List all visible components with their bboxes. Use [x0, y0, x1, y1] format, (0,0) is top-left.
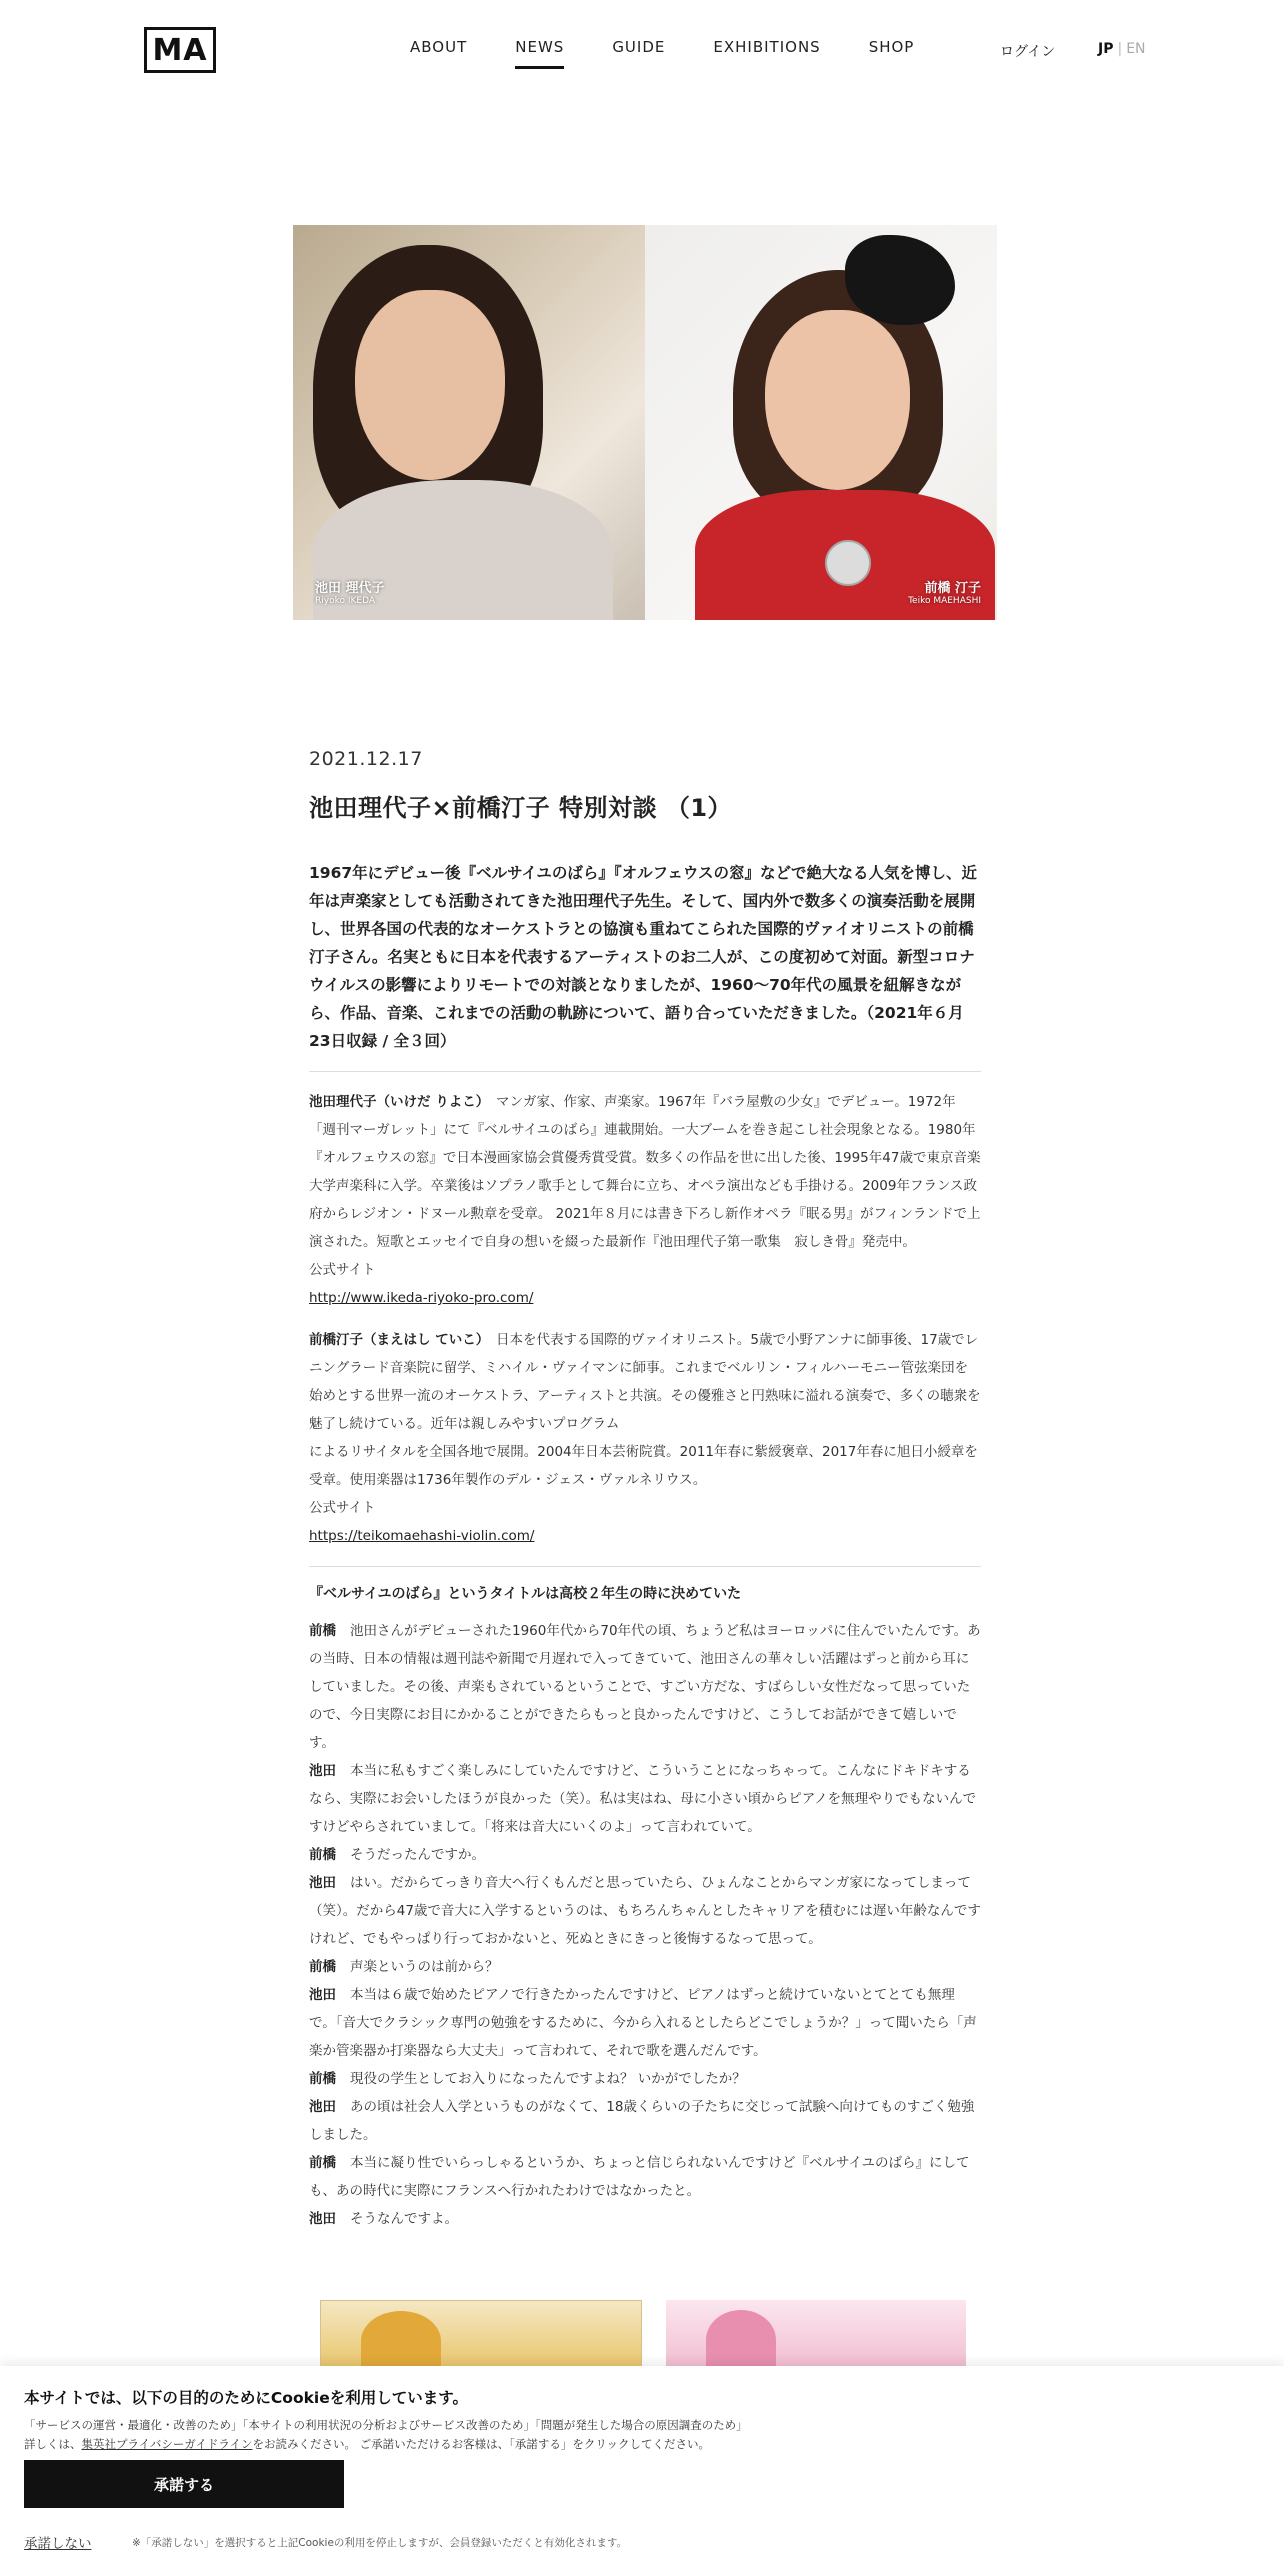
speaker: 前橋 — [309, 1959, 336, 1975]
face-shape — [765, 310, 910, 490]
cookie-title: 本サイトでは、以下の目的のためにCookieを利用しています。 — [24, 2389, 468, 2407]
manga-images — [320, 2300, 980, 2360]
caption-maehashi-en: Teiko MAEHASHI — [908, 596, 981, 606]
dialogue-line — [309, 1841, 981, 1869]
nav-exhibitions[interactable]: EXHIBITIONS — [713, 38, 821, 56]
language-switch — [1098, 41, 1146, 57]
nav-news[interactable]: NEWS — [515, 38, 565, 56]
speaker: 池田 — [309, 2211, 336, 2227]
profile-text-continued: によるリサイタルを全国各地で展開。2004年日本芸術院賞。2011年春に紫綬褒章、2017年春に旭日小綬章を受章。使用楽器は1736年製作のデル・ジェス・ヴァルネリウス。 — [309, 1444, 978, 1488]
utterance: 本当に凝り性でいらっしゃるというか、ちょっと信じられないんですけど『ベルサイユのばら』にしても、あの時代に実際にフランスへ行かれたわけではなかったと。 — [309, 2155, 970, 2199]
utterance: 池田さんがデビューされた1960年代から70年代の頃、ちょうど私はヨーロッパに住んでいたんです。あの当時、日本の情報は週刊誌や新聞で月遅れで入ってきていて、池田さんの華々しい活躍はずっと前から耳にしていました。その後、声楽もされているということで、すごい方だな、すばらしい女性だなって思っていたので、今日実際にお目にかかることができたらもっと良かったんですけど、こうしてお話ができて嬉しいです。 — [309, 1623, 981, 1751]
article-lead: 1967年にデビュー後『ベルサイユのばら』『オルフェウスの窓』などで絶大なる人気を博し、近年は声楽家としても活動されてきた池田理代子先生。そして、国内外で数多くの演奏活動を展開し、世界各国の代表的なオーケストラとの協演も重ねてこられた国際的ヴァイオリニストの前橋汀子さん。名実ともに日本を代表するアーティストのお二人が、この度初めて対面。新型コロナウイルスの影響によりリモートでの対談となりましたが、1960〜70年代の風景を紐解きながら、作品、音楽、これまでの活動の軌跡について、語り合っていただきました。（2021年６月23日収録 / 全３回） — [309, 864, 977, 1050]
dialogue-line — [309, 1981, 981, 2065]
profile-name: 池田理代子（いけだ りよこ） — [309, 1094, 483, 1110]
dialogue-line — [309, 1617, 981, 1757]
caption-ikeda-jp: 池田 理代子 — [315, 581, 385, 596]
decline-cookie-link[interactable]: 承諾しない — [24, 2536, 92, 2552]
profile-text: 日本を代表する国際的ヴァイオリニスト。5歳で小野アンナに師事後、17歳でレニングラード音楽院に留学、ミハイル・ヴァイマンに師事。これまでベルリン・フィルハーモニー管弦楽団を始めとする世界一流のオーケストラ、アーティストと共演。その優雅さと円熟味に溢れる演奏で、多くの聴衆を魅了し続けている。近年は親しみやすいプログラム — [309, 1332, 981, 1432]
article-title: 池田理代子×前橋汀子 特別対談 （1） — [309, 794, 733, 822]
utterance: そうなんですよ。 — [350, 2211, 458, 2227]
manga-image-left — [320, 2300, 642, 2370]
speaker: 前橋 — [309, 2155, 336, 2171]
dialogue-line — [309, 2065, 981, 2093]
utterance: はい。だからてっきり音大へ行くもんだと思っていたら、ひょんなことからマンガ家になってしまって（笑）。だから47歳で音大に入学するというのは、もちろんちゃんとしたキャリアを積むには遅い年齢なんですけれど、でもやっぱり行っておかないと、死ぬときにきっと後悔するなって思って。 — [309, 1875, 981, 1947]
utterance: 本当は６歳で始めたピアノで行きたかったんですけど、ピアノはずっと続けていないとてとても無理で。「音大でクラシック専門の勉強をするために、今から入れるとしたらどこでしょうか？」って聞いたら「声楽か管楽器か打楽器なら大丈夫」って言われて、それで歌を選んだんです。 — [309, 1987, 977, 2059]
article-body — [309, 748, 981, 2233]
dialogue-line — [309, 2093, 981, 2149]
utterance: そうだったんですか。 — [350, 1847, 485, 1863]
decline-note: ※「承諾しない」を選択すると上記Cookieの利用を停止しますが、会員登録いただくと有効化されます。 — [132, 2537, 628, 2549]
speaker: 池田 — [309, 1987, 336, 2003]
speaker: 前橋 — [309, 1847, 336, 1863]
article-date: 2021.12.17 — [309, 748, 423, 770]
portrait-maehashi — [645, 225, 997, 620]
site-logo[interactable]: MA — [144, 27, 216, 73]
official-site-link[interactable]: https://teikomaehashi-violin.com/ — [309, 1528, 535, 1544]
cookie-text — [24, 2416, 748, 2454]
nav-shop[interactable]: SHOP — [868, 38, 915, 56]
main-nav — [410, 38, 962, 56]
profile-ikeda — [309, 1088, 981, 1312]
official-site-label: 公式サイト — [309, 1500, 376, 1516]
official-site-link[interactable]: http://www.ikeda-riyoko-pro.com/ — [309, 1290, 534, 1306]
privacy-guideline-link[interactable]: 集英社プライバシーガイドライン — [81, 2437, 253, 2451]
speaker: 池田 — [309, 1875, 336, 1891]
caption-ikeda-en: Riyoko IKEDA — [315, 596, 376, 606]
utterance: 声楽というのは前から？ — [350, 1959, 499, 1975]
cookie-detail-prefix: 詳しくは、 — [24, 2437, 82, 2451]
speaker: 前橋 — [309, 2071, 336, 2087]
divider — [309, 1566, 981, 1567]
divider — [309, 1071, 981, 1072]
profile-text: マンガ家、作家、声楽家。1967年『バラ屋敷の少女』でデビュー。1972年「週刊マーガレット」にて『ベルサイユのばら』連載開始。一大ブームを巻き起こし社会現象となる。1980年『オルフェウスの窓』で日本漫画家協会賞優秀賞受賞。数多くの作品を世に出した後、1995年47歳で東京音楽大学声楽科に入学。卒業後はソプラノ歌手として舞台に立ち、オペラ演出なども手掛ける。2009年フランス政府からレジオン・ドヌール勲章を受章。 2021年８月には書き下ろし新作オペラ『眠る男』がフィンランドで上演された。短歌とエッセイで自身の想いを綴った最新作『池田理代子第一歌集 寂しき骨』発売中。 — [309, 1094, 981, 1250]
nav-about[interactable]: ABOUT — [410, 38, 468, 56]
lang-jp[interactable]: JP — [1098, 41, 1114, 57]
profile-maehashi — [309, 1326, 981, 1550]
caption-ikeda — [315, 577, 385, 606]
lang-en[interactable]: EN — [1126, 41, 1146, 57]
cookie-purposes: 「サービスの運営・最適化・改善のため」「本サイトの利用状況の分析およびサービス改善のため」「問題が発生した場合の原因調査のため」 — [24, 2418, 748, 2432]
hair-bow-shape — [845, 235, 955, 325]
cookie-detail-suffix: をお読みください。 ご承諾いただけるお客様は、「承諾する」をクリックしてください。 — [252, 2437, 710, 2451]
dialogue-line — [309, 1869, 981, 1953]
dialogue — [309, 1617, 981, 2233]
manga-image-right — [666, 2300, 966, 2370]
lang-separator: | — [1117, 41, 1123, 57]
portrait-ikeda — [293, 225, 645, 620]
dialogue-line — [309, 2149, 981, 2205]
site-header — [0, 0, 1284, 100]
section-heading: 『ベルサイユのばら』というタイトルは高校２年生の時に決めていた — [309, 1586, 742, 1602]
dialogue-line — [309, 2205, 981, 2233]
nav-guide[interactable]: GUIDE — [612, 38, 666, 56]
caption-maehashi-jp: 前橋 汀子 — [924, 581, 981, 596]
face-shape — [355, 290, 505, 480]
cookie-banner — [0, 2366, 1284, 2568]
speaker: 前橋 — [309, 1623, 336, 1639]
speaker: 池田 — [309, 2099, 336, 2115]
login-link[interactable]: ログイン — [1000, 44, 1056, 60]
speaker: 池田 — [309, 1763, 336, 1779]
utterance: あの頃は社会人入学というものがなくて、18歳くらいの子たちに交じって試験へ向けてものすごく勉強しました。 — [309, 2099, 975, 2143]
dialogue-line — [309, 1757, 981, 1841]
hero-image — [293, 225, 997, 620]
spacer — [309, 1312, 981, 1326]
utterance: 本当に私もすごく楽しみにしていたんですけど、こういうことになっちゃって。こんなにドキドキするなら、実際にお会いしたほうが良かった（笑）。私は実はね、母に小さい頃からピアノを無理やりでもないんですけどやらされていまして。「将来は音大にいくのよ」って言われていて。 — [309, 1763, 977, 1835]
official-site-label: 公式サイト — [309, 1262, 376, 1278]
dialogue-line — [309, 1953, 981, 1981]
accept-cookie-button[interactable]: 承諾する — [24, 2460, 344, 2508]
utterance: 現役の学生としてお入りになったんですよね？ いかがでしたか？ — [350, 2071, 746, 2087]
brooch-shape — [825, 540, 871, 586]
profile-name: 前橋汀子（まえはし ていこ） — [309, 1332, 483, 1348]
caption-maehashi — [908, 577, 981, 606]
